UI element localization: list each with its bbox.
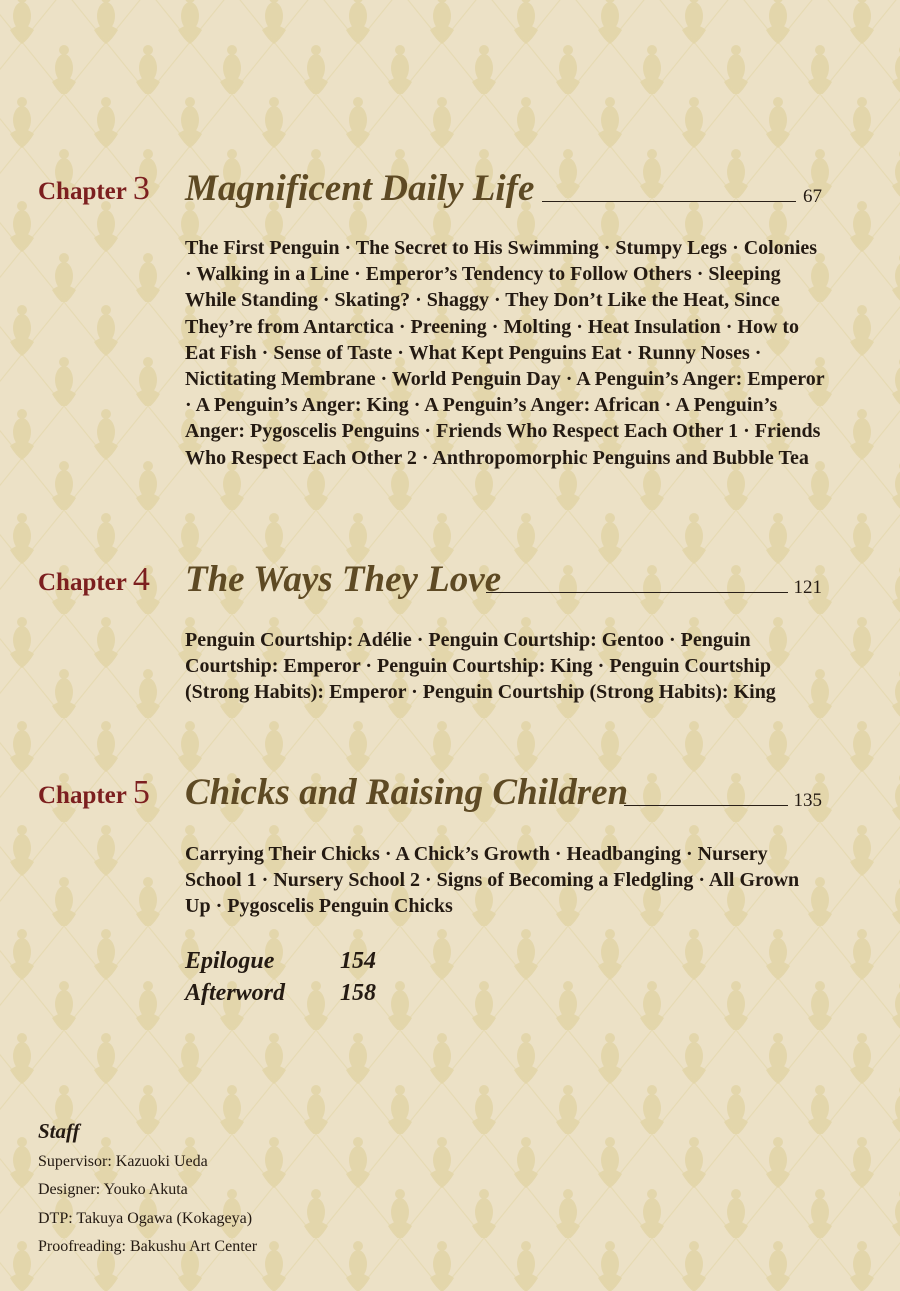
staff-supervisor: Supervisor: Kazuoki Ueda bbox=[38, 1153, 208, 1170]
chapter-4-number: 4 bbox=[132, 561, 150, 598]
staff-proofreading: Proofreading: Bakushu Art Center bbox=[38, 1237, 258, 1255]
epilogue-label: Epilogue bbox=[185, 948, 275, 974]
chapter-4-leader-line bbox=[486, 592, 788, 593]
chapter-5-topics: Carrying Their Chicks · A Chick’s Growth · Headbanging · Nursery School 1 · Nursery School 2 · Signs of Becoming a Fledgling · All Grown Up · Pygoscelis Penguin Chicks bbox=[185, 843, 800, 918]
chapter-5-page-number: 135 bbox=[793, 790, 822, 811]
chapter-4-page-number: 121 bbox=[793, 577, 822, 598]
chapter-4-heading[interactable] bbox=[38, 557, 822, 605]
chapter-5-heading[interactable] bbox=[38, 770, 822, 818]
back-matter-list bbox=[185, 945, 376, 1009]
chapter-3-number: 3 bbox=[132, 170, 150, 207]
chapter-3-page-number: 67 bbox=[803, 186, 822, 207]
afterword-label: Afterword bbox=[185, 980, 286, 1006]
afterword-page-number: 158 bbox=[340, 980, 376, 1006]
afterword-entry[interactable] bbox=[185, 977, 376, 1009]
chapter-3-heading[interactable] bbox=[38, 166, 822, 214]
chapter-4-label: Chapter 4 bbox=[38, 561, 150, 598]
chapter-5-number: 5 bbox=[132, 774, 150, 811]
chapter-5-leader-line bbox=[624, 805, 788, 806]
chapter-3-leader-line bbox=[542, 201, 796, 202]
epilogue-entry[interactable] bbox=[185, 945, 376, 977]
epilogue-page-number: 154 bbox=[340, 948, 376, 974]
chapter-5-label: Chapter 5 bbox=[38, 774, 150, 811]
chapter-4-title: The Ways They Love bbox=[185, 559, 502, 600]
staff-heading: Staff bbox=[38, 1119, 80, 1143]
staff-designer: Designer: Youko Akuta bbox=[38, 1181, 188, 1199]
staff-dtp: DTP: Takuya Ogawa (Kokageya) bbox=[38, 1209, 253, 1227]
chapter-3-topics: The First Penguin · The Secret to His Swimming · Stumpy Legs · Colonies · Walking in a Line · Emperor’s Tendency to Follow Others · Sleeping While Standing · Skating? · Shaggy · They Don’t Like the Heat, Since They’re from Antarctica · Preening · Molting · Heat Insulation · How to Eat Fish · Sense of Taste · What Kept Penguins Eat · Runny Noses · Nictitating Membrane · World Penguin Day · A Penguin’s Anger: Emperor · A Penguin’s Anger: King · A Penguin’s Anger: African · A Penguin’s Anger: Pygoscelis Penguins · Friends Who Respect Each Other 1 · Friends Who Respect Each Other 2 · Anthropomorphic Penguins and Bubble Tea bbox=[185, 237, 825, 469]
chapter-5-title: Chicks and Raising Children bbox=[185, 772, 629, 813]
staff-credits bbox=[38, 1116, 257, 1261]
chapter-3-title: Magnificent Daily Life bbox=[185, 168, 535, 209]
chapter-3-label: Chapter 3 bbox=[38, 170, 150, 207]
chapter-4-topics: Penguin Courtship: Adélie · Penguin Courtship: Gentoo · Penguin Courtship: Emperor · Penguin Courtship: King · Penguin Courtship (Strong Habits): Emperor · Penguin Courtship (Strong Habits): King bbox=[185, 629, 776, 704]
